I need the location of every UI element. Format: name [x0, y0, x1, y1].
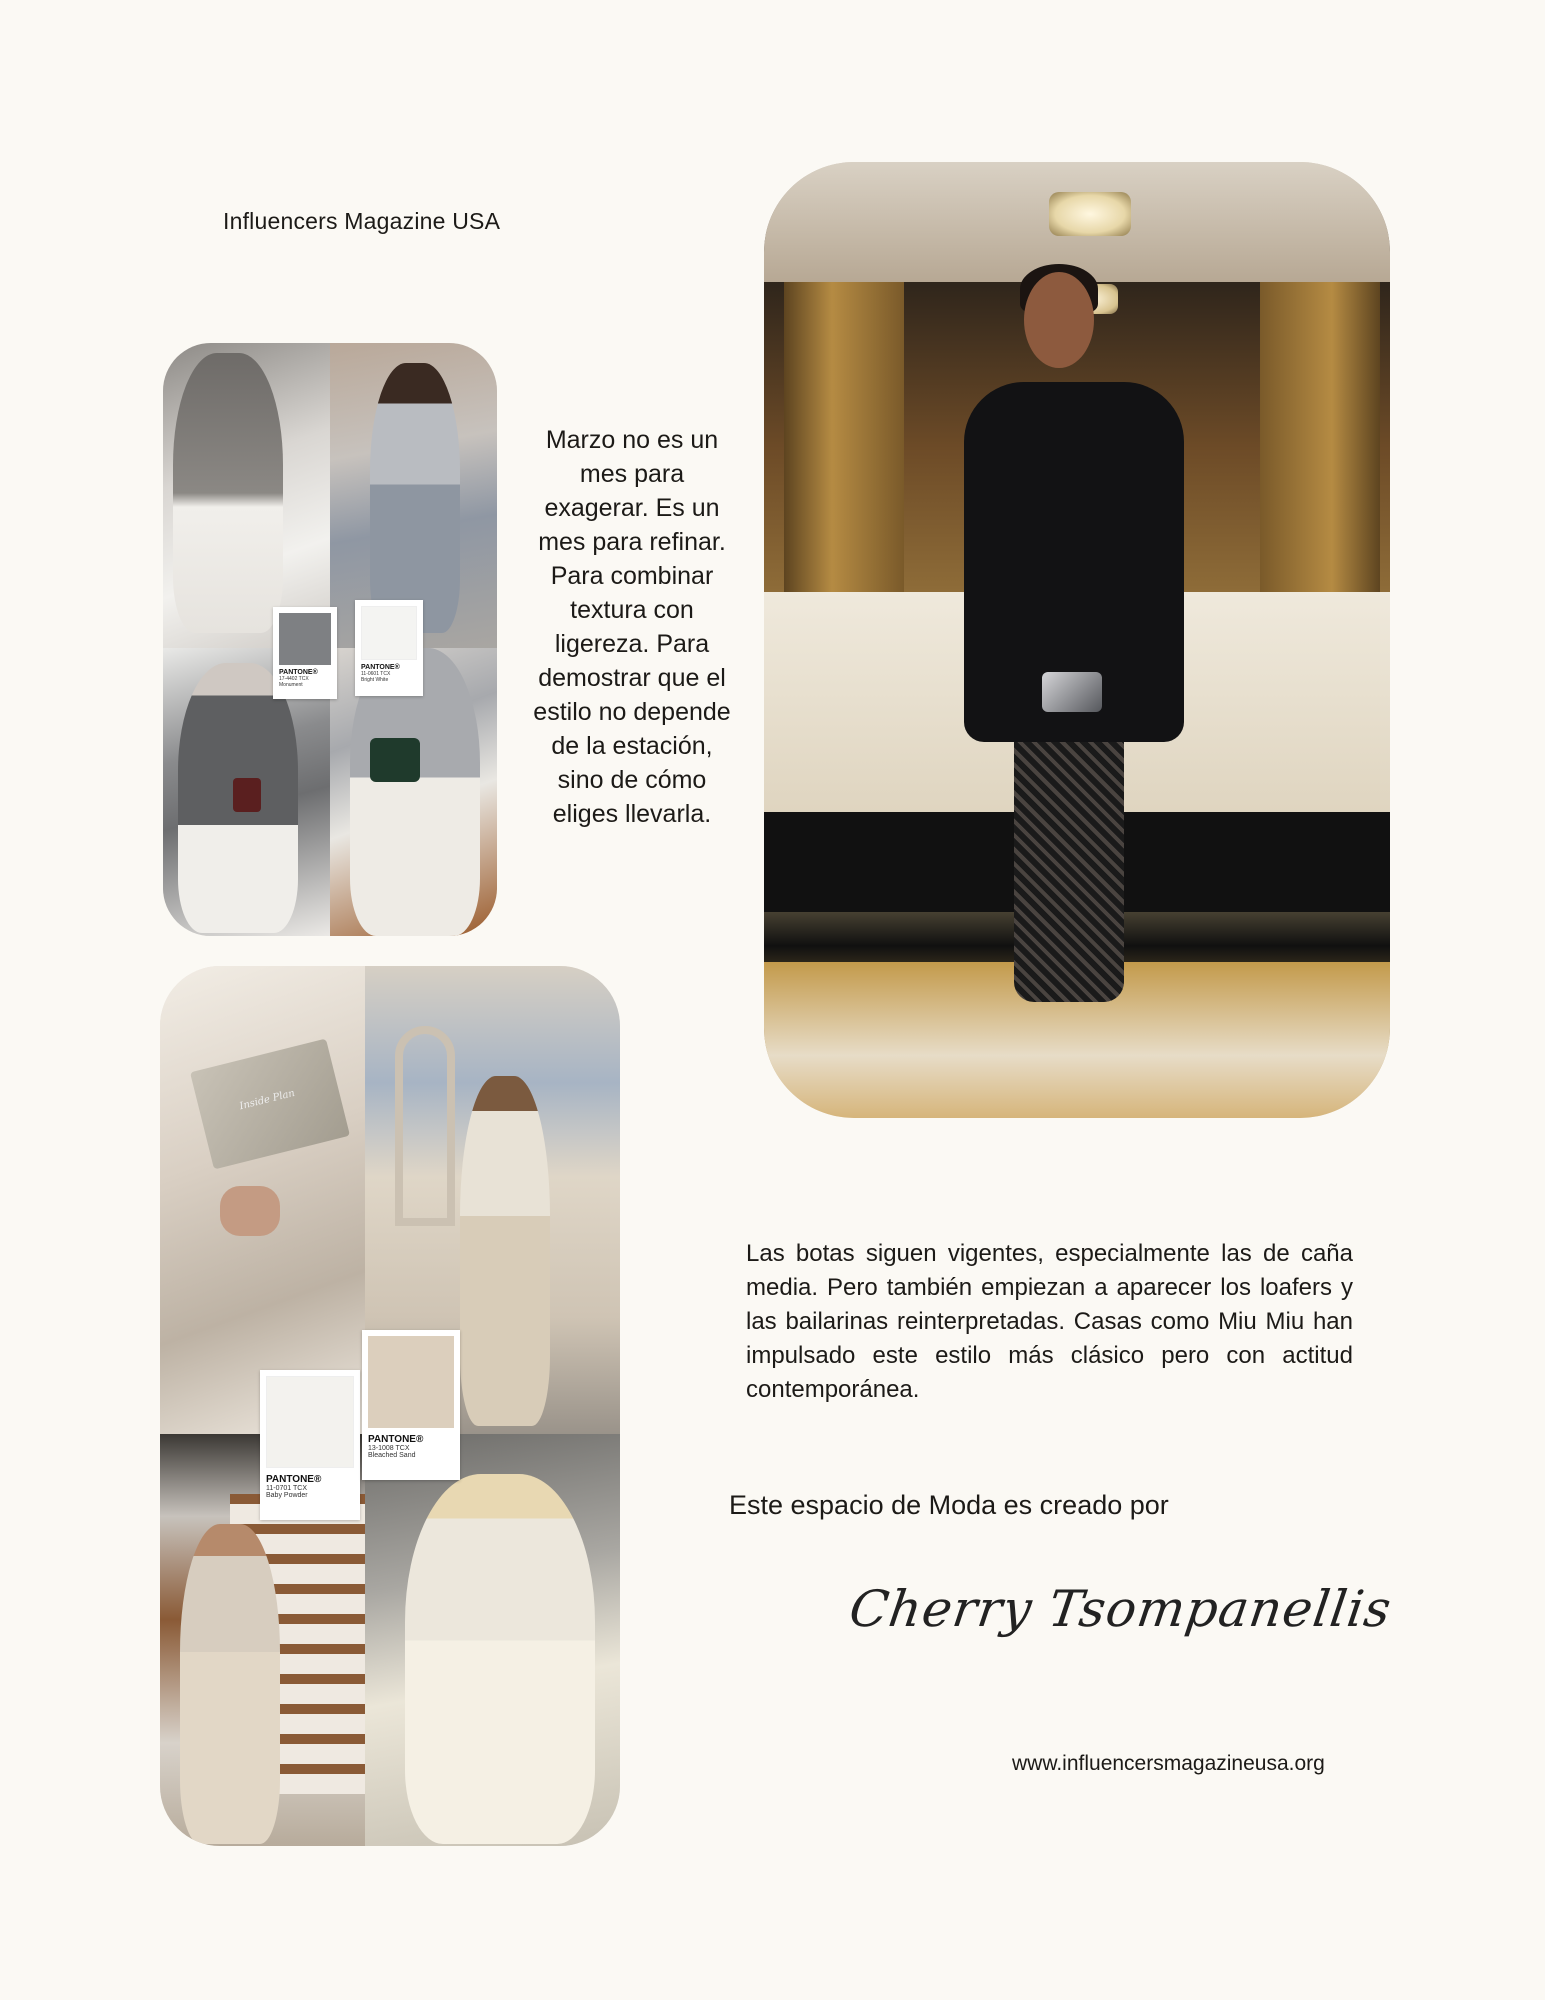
pantone-card-bright-white	[355, 600, 423, 696]
outfit-collage-grey	[163, 343, 497, 936]
pantone-swatch	[279, 613, 331, 665]
pantone-color-name: Baby Powder	[266, 1492, 308, 1499]
pantone-brand: PANTONE®	[279, 669, 318, 676]
pantone-card-monument	[273, 607, 337, 699]
pantone-color-name: Bright White	[361, 677, 389, 683]
author-signature: Cherry Tsompanellis	[845, 1580, 1396, 1638]
pantone-code: 13-1008 TCX	[368, 1445, 410, 1452]
pantone-swatch	[361, 606, 417, 660]
collage-photo-grey-blazer	[163, 343, 330, 648]
pantone-code: 11-0601 TCX	[361, 671, 391, 677]
magazine-name: Influencers Magazine USA	[223, 208, 501, 234]
pantone-card-bleached-sand	[362, 1330, 460, 1480]
lace-tights	[1014, 722, 1124, 1002]
collage-photo-flowing-skirt	[365, 1434, 620, 1846]
website-link[interactable]: www.influencersmagazineusa.org	[1012, 1752, 1325, 1775]
pantone-swatch	[368, 1336, 454, 1428]
pantone-color-name: Bleached Sand	[368, 1452, 416, 1459]
pantone-swatch	[266, 1376, 354, 1468]
pantone-code: 11-0701 TCX	[266, 1485, 307, 1492]
silver-handbag	[1042, 672, 1102, 712]
face	[1024, 272, 1094, 368]
pantone-card-baby-powder	[260, 1370, 360, 1520]
book-title: Inside Plan	[238, 1087, 297, 1113]
collage-photo-cream-blazer-book	[160, 966, 365, 1434]
credit-line: Este espacio de Moda es creado por	[729, 1490, 1169, 1520]
outfit-collage-neutral	[160, 966, 620, 1846]
article-paragraph: Las botas siguen vigentes, especialmente las de caña media. Pero también empiezan a aparecer los loafers y las bailarinas reinterpretadas. Casas como Miu Miu han impulsado este estilo más clásico pero con actitud contemporánea.	[746, 1240, 1353, 1403]
hero-photo-woman-black-blazer	[764, 162, 1390, 1118]
ceiling-lamp	[1049, 192, 1131, 236]
intro-paragraph: Marzo no es un mes para exagerar. Es un mes para refinar. Para combinar textura con ligereza. Para demostrar que el estilo no depende de la estación, sino de cómo eliges llevarla.	[533, 426, 731, 828]
pantone-color-name: Monument	[279, 682, 303, 688]
pantone-code: 17-4402 TCX	[279, 676, 309, 682]
pantone-brand: PANTONE®	[361, 664, 400, 671]
pantone-brand: PANTONE®	[266, 1474, 322, 1485]
pantone-brand: PANTONE®	[368, 1434, 424, 1445]
notebook	[190, 1039, 350, 1170]
